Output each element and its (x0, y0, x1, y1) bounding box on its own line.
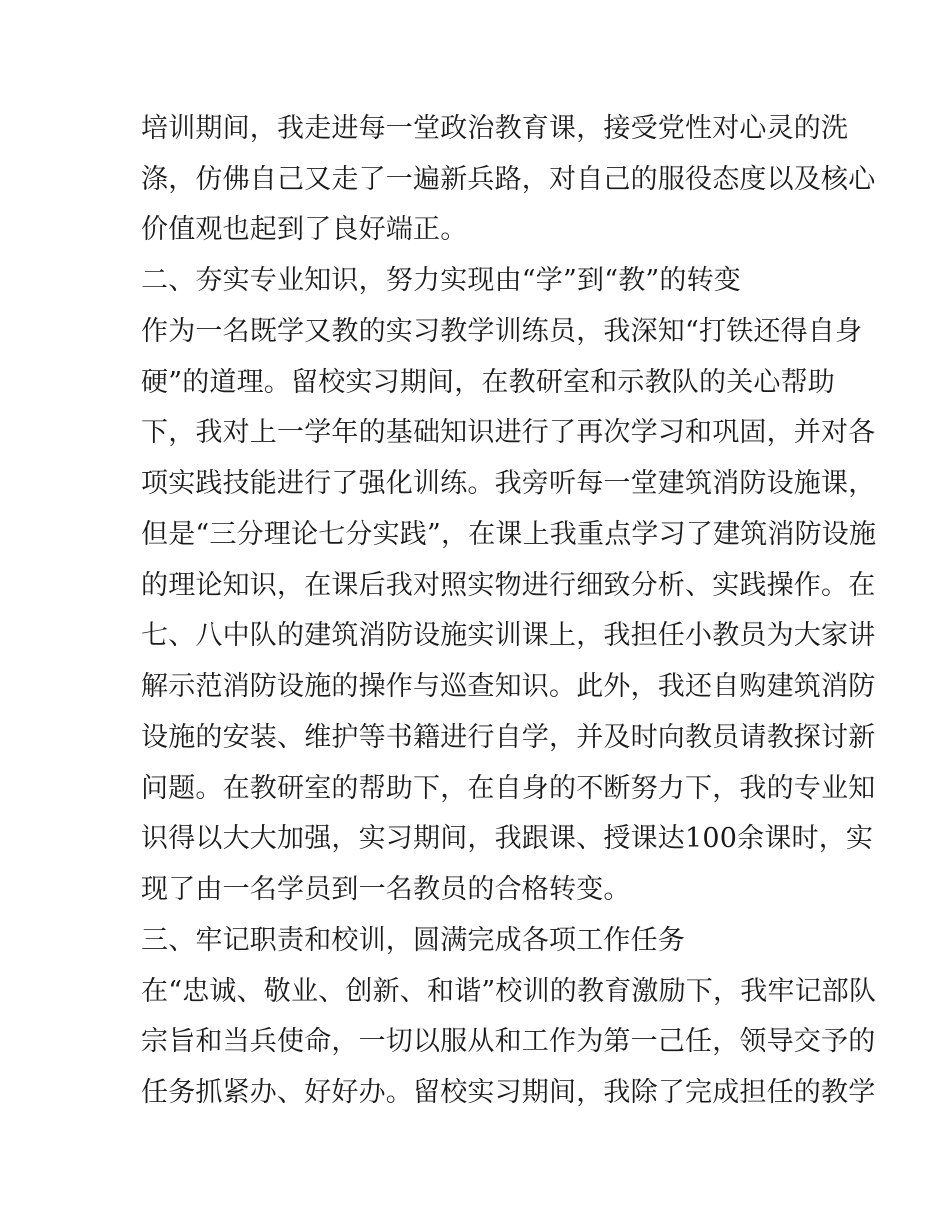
paragraph-line: 但是“三分理论七分实践”，在课上我重点学习了建筑消防设施 (141, 519, 877, 550)
paragraph-line: 价值观也起到了良好端正。 (141, 214, 468, 245)
paragraph-line: 在“忠诚、敬业、创新、和谐”校训的教育激励下，我牢记部队 (141, 976, 877, 1007)
paragraph-line: 设施的安装、维护等书籍进行自学，并及时向教员请教探讨新 (141, 722, 876, 753)
paragraph-line: 解示范消防设施的操作与巡查知识。此外，我还自购建筑消防 (141, 671, 876, 702)
paragraph-line: 硬”的道理。留校实习期间，在教研室和示教队的关心帮助 (141, 367, 836, 398)
paragraph-line: 的理论知识，在课后我对照实物进行细致分析、实践操作。在 (141, 570, 876, 601)
paragraph-line: 现了由一名学员到一名教员的合格转变。 (141, 874, 631, 905)
paragraph-line: 下，我对上一学年的基础知识进行了再次学习和巩固，并对各 (141, 417, 876, 448)
paragraph-line: 识得以大大加强，实习期间，我跟课、授课达100余课时，实 (141, 823, 874, 854)
paragraph-line: 七、八中队的建筑消防设施实训课上，我担任小教员为大家讲 (141, 620, 876, 651)
paragraph-line: 宗旨和当兵使命，一切以服从和工作为第一己任，领导交予的 (141, 1026, 876, 1057)
section-heading: 二、夯实专业知识，努力实现由“学”到“教”的转变 (141, 265, 742, 296)
paragraph-line: 涤，仿佛自己又走了一遍新兵路，对自己的服役态度以及核心 (141, 164, 876, 195)
paragraph-line: 培训期间，我走进每一堂政治教育课，接受党性对心灵的洗 (141, 113, 849, 144)
paragraph-line: 问题。在教研室的帮助下，在自身的不断努力下，我的专业知 (141, 773, 876, 804)
paragraph-line: 任务抓紧办、好好办。留校实习期间，我除了完成担任的教学 (141, 1077, 876, 1108)
section-heading: 三、牢记职责和校训，圆满完成各项工作任务 (141, 925, 685, 956)
paragraph-line: 项实践技能进行了强化训练。我旁听每一堂建筑消防设施课， (141, 468, 876, 499)
paragraph-line: 作为一名既学又教的实习教学训练员，我深知“打铁还得自身 (141, 316, 863, 347)
